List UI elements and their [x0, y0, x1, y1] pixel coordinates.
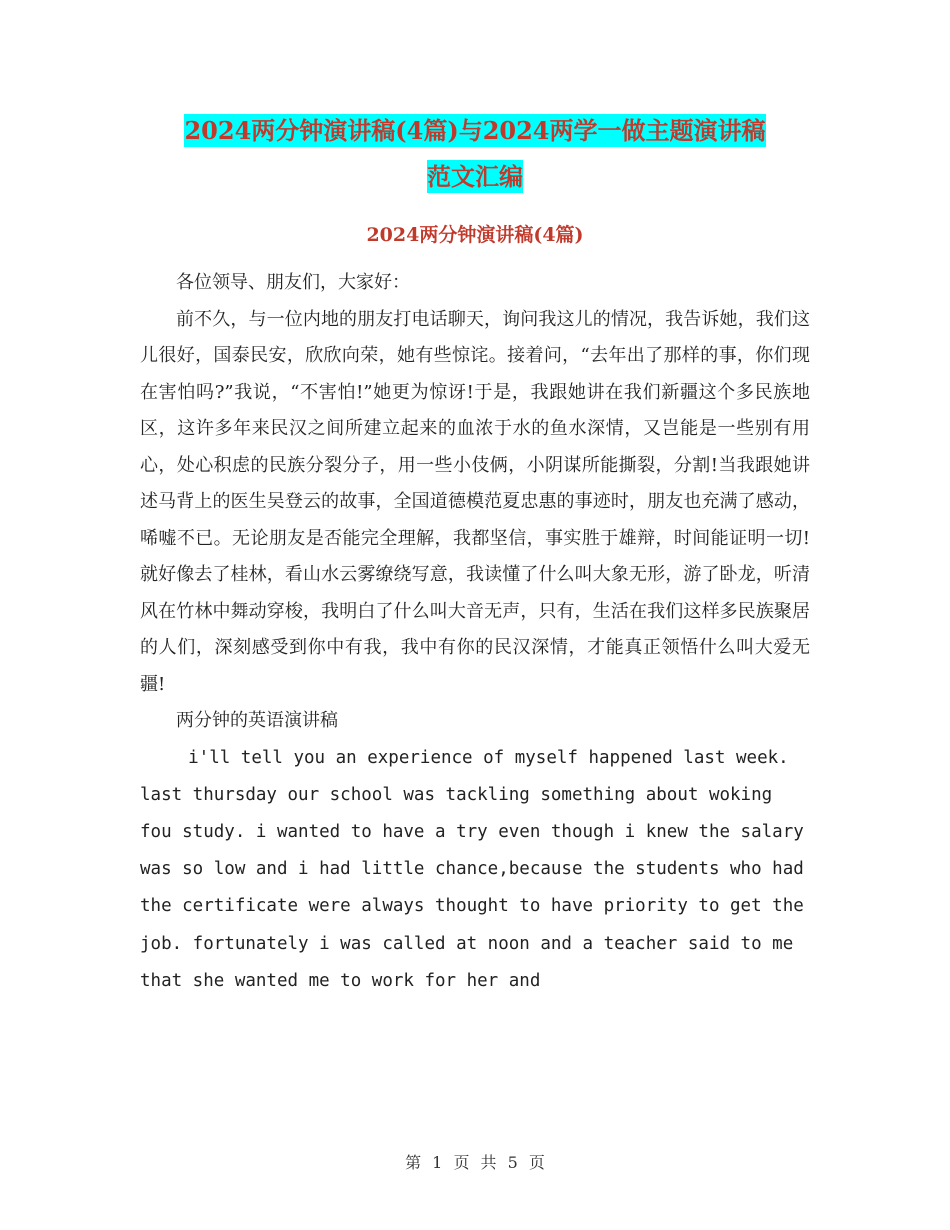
paragraph-english: i'll tell you an experience of myself happened last week. last thursday our school was tackling something about woking fou study. i wanted to have a try even though i knew the salary was so low and i had little chance,because the students who had the certificate were always thought to have priority to get the job. fortunately i was called at noon and a teacher said to me that she wanted me to work for her and: [140, 747, 804, 991]
page-footer: 第 1 页 共 5 页: [405, 1153, 545, 1172]
paragraph-main: 前不久，与一位内地的朋友打电话聊天，询问我这儿的情况，我告诉她，我们这儿很好，国泰民安，欣欣向荣，她有些惊诧。接着问，“去年出了那样的事，你们现在害怕吗?”我说，“不害怕!”她更为惊讶!于是，我跟她讲在我们新疆这个多民族地区，这许多年来民汉之间所建立起来的血浓于水的鱼水深情，又岂能是一些别有用心，处心积虑的民族分裂分子，用一些小伎俩，小阴谋所能撕裂，分割!当我跟她讲述马背上的医生吴登云的故事，全国道德模范夏忠惠的事迹时，朋友也充满了感动，唏嘘不已。无论朋友是否能完全理解，我都坚信，事实胜于雄辩，时间能证明一切!就好像去了桂林，看山水云雾缭绕写意，我读懂了什么叫大象无形，游了卧龙，听清风在竹林中舞动穿梭，我明白了什么叫大音无声，只有，生活在我们这样多民族聚居的人们，深刻感受到你中有我，我中有你的民汉深情，才能真正领悟什么叫大爱无疆!: [140, 308, 810, 695]
document-title: [140, 108, 810, 200]
paragraph-subheading: 两分钟的英语演讲稿: [176, 710, 338, 731]
document-title-line-2: 范文汇编: [427, 162, 523, 191]
section-title: 2024两分钟演讲稿(4篇): [366, 224, 584, 246]
document-title-line-1: 2024两分钟演讲稿(4篇)与2024两学一做主题演讲稿: [184, 116, 766, 145]
paragraph-greeting: 各位领导、朋友们，大家好：: [176, 272, 410, 293]
document-body: [140, 265, 810, 1000]
